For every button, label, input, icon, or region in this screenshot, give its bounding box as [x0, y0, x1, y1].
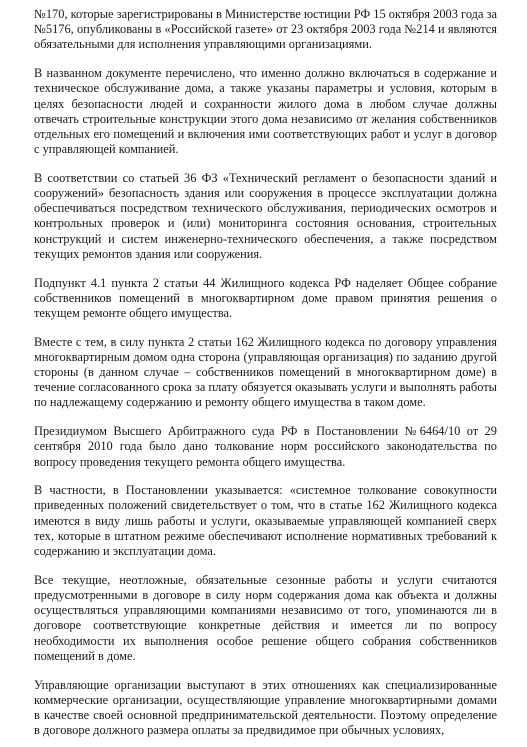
- paragraph-management-organizations: Управляющие организации выступают в этих отношениях как специализированные коммерческие организации, осуществляющие управление многоквартирными домами в качестве своей основной предпринимательской деятельности. Поэтому определение в договоре должного размера оплаты за предвидимое при обычных условиях,: [34, 677, 497, 738]
- paragraph-presidium-ruling: Президиумом Высшего Арбитражного суда РФ в Постановлении №6464/10 от 29 сентября 2010 года было дано толкование норм российского законодательства по вопросу проведения текущего ремонта общего имущества.: [34, 424, 497, 469]
- paragraph-current-works: Все текущие, неотложные, обязательные сезонные работы и услуги считаются предусмотренными в договоре в силу норм содержания дома как объекта и должны осуществляться управляющими компаниями независимо от того, упоминаются ли в договоре соответствующие конкретные действия и имеется ли по вопросу необходимости их выполнения особое решение общего собрания собственников помещений в доме.: [34, 572, 497, 663]
- paragraph-registration: №170, которые зарегистрированы в Министерстве юстиции РФ 15 октября 2003 года за №5176, опубликованы в «Российской газете» от 23 октября 2003 года №214 и являются обязательными для исполнения управляющими организациями.: [34, 7, 497, 52]
- paragraph-ruling-quote: В частности, в Постановлении указывается: «системное толкование совокупности приведенных положений свидетельствует о том, что в статье 162 Жилищного кодекса имеются в виду лишь работы и услуги, оказываемые управляющей компанией сверх тех, которые в штатном режиме обеспечивают исполнение нормативных требований к содержанию и эксплуатации дома.: [34, 483, 497, 559]
- document-page: [34, 7, 497, 738]
- paragraph-maintenance-scope: В названном документе перечислено, что именно должно включаться в содержание и техническое обслуживание дома, а также указаны параметры и условия, которым в целях безопасности людей и сохранности жилого дома в любом случае должны отвечать строительные конструкции этого дома независимо от желания собственников отдельных его помещений и включения ими соответствующих работ и услуг в договор с управляющей компанией.: [34, 66, 497, 157]
- paragraph-article-44: Подпункт 4.1 пункта 2 статьи 44 Жилищного кодекса РФ наделяет Общее собрание собственников помещений в многоквартирном доме правом принятия решения о текущем ремонте общего имущества.: [34, 275, 497, 320]
- paragraph-article-36: В соответствии со статьей 36 ФЗ «Технический регламент о безопасности зданий и сооружений» безопасность здания или сооружения в процессе эксплуатации должна обеспечиваться посредством технического обслуживания, периодических осмотров и контрольных проверок и (или) мониторинга состояния основания, строительных конструкций и систем инженерно-технического обеспечения, а также посредством текущих ремонтов здания или сооружения.: [34, 170, 497, 261]
- paragraph-article-162: Вместе с тем, в силу пункта 2 статьи 162 Жилищного кодекса по договору управления многоквартирным домом одна сторона (управляющая организация) по заданию другой стороны (в данном случае – собственников помещений в многоквартирном доме) в течение согласованного срока за плату обязуется оказывать услуги и выполнять работы по надлежащему содержанию и ремонту общего имущества в таком доме.: [34, 334, 497, 410]
